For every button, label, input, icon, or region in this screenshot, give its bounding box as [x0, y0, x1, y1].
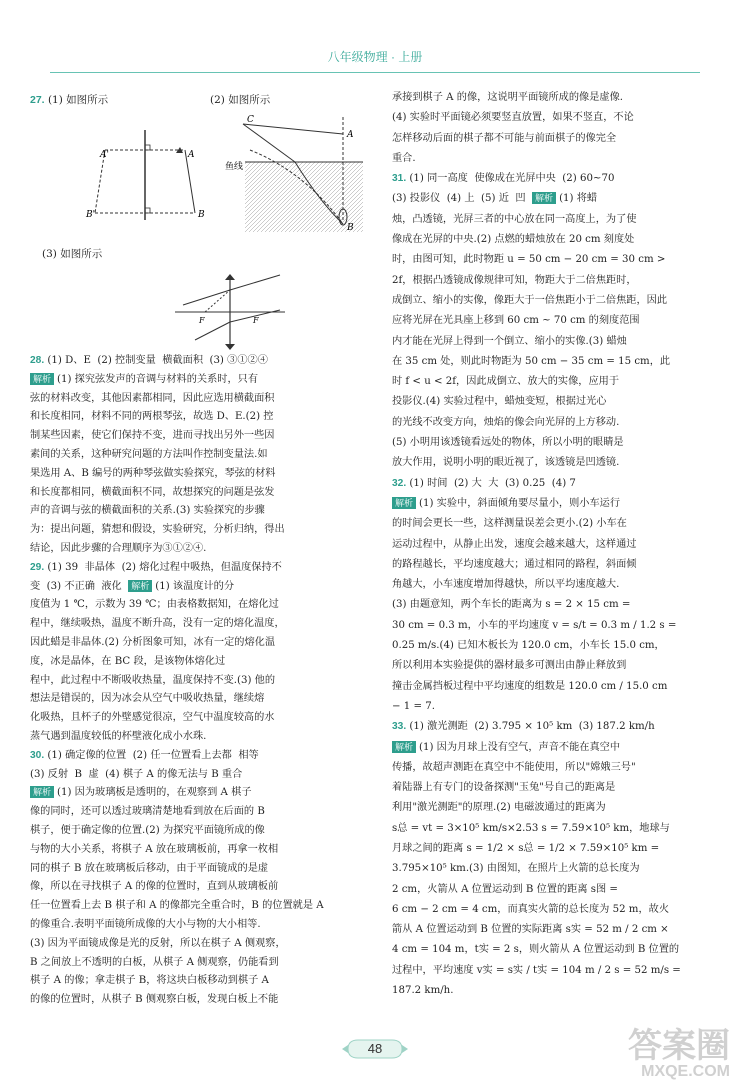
text-line	[392, 88, 727, 108]
line-text: 和长度相同，材料不同的两根琴弦，故选 D、E.(2) 控	[30, 411, 274, 423]
line-text: 与物的大小关系，将棋子 A 放在玻璃板前，再拿一枚相	[30, 843, 279, 855]
line-text: 187.2 km/h.	[392, 985, 454, 997]
text-line	[30, 653, 366, 672]
text-line	[392, 859, 727, 879]
question-number: 32.	[392, 477, 407, 489]
text-line	[392, 311, 727, 331]
line-text: 0.25 m/s.(4) 已知木板长为 120.0 cm，小车长 15.0 cm，	[392, 640, 665, 652]
text-line	[30, 521, 366, 540]
q27-fig2-label-fishline: 鱼线	[225, 162, 244, 172]
text-line	[392, 758, 727, 778]
question-number: 33.	[392, 721, 407, 733]
q27-figure1-mirror	[70, 125, 220, 230]
line-text: 和长度都相同，横截面积不同，故想探究的问题是弦发	[30, 486, 275, 498]
text-line	[392, 514, 727, 534]
q27-fig1-label-b-prime: B'	[86, 210, 96, 220]
text-line	[30, 954, 366, 973]
text-line	[392, 900, 727, 920]
right-column	[392, 88, 727, 1001]
line-text: 因此蜡是非晶体.(2) 分析图象可知，冰有一定的熔化温	[30, 636, 276, 648]
line-text: 果选用 A、B 编号的两种琴弦做实验探究，琴弦的材料	[30, 467, 276, 479]
text-line	[392, 129, 727, 149]
text-line	[30, 446, 366, 465]
line-text: (5) 小明用该透镜看远处的物体，所以小明的眼睛是	[392, 437, 624, 449]
line-text: 素间的关系，这种研究问题的方法叫作控制变量法.如	[30, 448, 268, 460]
text-line	[30, 709, 366, 728]
line-text: 撞击金属挡板过程中平均速度的组数是 120.0 cm / 15.0 cm	[392, 680, 668, 692]
line-text: 着陆器上有专门的设备探测"玉兔"号自己的距离是	[392, 782, 616, 794]
q27-fig3-label-f-right: F	[253, 316, 259, 325]
line-text: 内才能在光屏上得到一个倒立、缩小的实像.(3) 蜡烛	[392, 335, 627, 347]
left-column	[30, 352, 366, 1010]
text-line	[392, 595, 727, 615]
line-text: (3) 因为平面镜成像是光的反射，所以在棋子 A 侧观察，	[30, 937, 286, 949]
line-text: (4) 实验时平面镜必须要竖直放置，如果不竖直，不论	[392, 112, 634, 124]
text-line	[392, 717, 727, 737]
text-line	[30, 596, 366, 615]
line-text: 程中，继续吸热，温度不断升高，没有一定的熔化温度，	[30, 618, 285, 630]
text-line	[30, 427, 366, 446]
text-line	[392, 474, 727, 494]
line-text: 变 (3) 不正确 液化	[30, 580, 129, 592]
line-text: 棋子，便于确定像的位置.(2) 为探究平面镜所成的像	[30, 824, 265, 836]
q27-figure3-lens	[175, 270, 285, 350]
line-text: 2 cm，火箭从 A 位置运动到 B 位置的距离 s图 =	[392, 883, 618, 895]
line-text: (1) 同一高度 使像成在光屏中央 (2) 60~70	[409, 173, 615, 185]
text-line	[392, 656, 727, 676]
line-text: (1) 实验中，斜面倾角要尽量小，则小车运行	[419, 497, 621, 509]
text-line	[392, 738, 727, 758]
text-line	[30, 784, 366, 803]
line-text: B 之间放上不透明的白板，从棋子 A 侧观察，仍能看到	[30, 956, 279, 968]
text-line	[392, 819, 727, 839]
text-line	[392, 392, 727, 412]
text-line	[392, 636, 727, 656]
text-line	[30, 972, 366, 991]
watermark	[628, 1028, 730, 1080]
question-number: 31.	[392, 173, 407, 185]
line-text: 4 cm = 104 m，t实 = 2 s，则火箭从 A 位置运动到 B 位置的	[392, 944, 680, 956]
line-text: (3) 投影仪 (4) 上 (5) 近 凹	[392, 193, 533, 205]
text-line	[392, 230, 727, 250]
line-text: 的像重合.表明平面镜所成像的大小与物的大小相等.	[30, 918, 261, 930]
q27-fig2-label-b: B	[347, 223, 354, 233]
line-text: (1) 因为玻璃板是透明的，在观察到 A 棋子	[57, 787, 252, 799]
text-line	[392, 149, 727, 169]
line-text: 利用"激光测距"的原理.(2) 电磁波通过的距离为	[392, 802, 606, 814]
text-line	[30, 766, 366, 785]
text-line	[392, 494, 727, 514]
analysis-tag: 解析	[128, 580, 152, 592]
line-text: 投影仪.(4) 实验过程中，蜡烛变短，根据过光心	[392, 396, 607, 408]
text-line	[30, 803, 366, 822]
text-line	[30, 540, 366, 559]
line-text: 重合.	[392, 152, 416, 164]
line-text: 月球之间的距离 s = 1/2 × s总 = 1/2 × 7.59×10⁵ km =	[392, 842, 660, 854]
text-line	[392, 535, 727, 555]
line-text: 应将光屏在光具座上移到 60 cm ~ 70 cm 的刻度范围	[392, 315, 640, 327]
text-line	[30, 935, 366, 954]
analysis-tag: 解析	[30, 373, 54, 385]
q27-fig1-label-a-prime: A'	[100, 150, 109, 160]
text-line	[392, 291, 727, 311]
line-text: 2f，根据凸透镜成像规律可知，物距大于二倍焦距时，	[392, 274, 637, 286]
line-text: (3) 反射 B 虚 (4) 棋子 A 的像无法与 B 重合	[30, 768, 243, 780]
text-line	[392, 961, 727, 981]
line-text: 任一位置看上去 B 棋子和 A 的像都完全重合时，B 的位置就是 A	[30, 900, 324, 912]
header-divider	[50, 72, 700, 73]
line-text: 6 cm − 2 cm = 4 cm，而真实火箭的总长度为 52 m，故火	[392, 903, 670, 915]
q27-fig2-label-c: C	[247, 115, 254, 125]
text-line	[392, 880, 727, 900]
line-text: (1) 因为月球上没有空气，声音不能在真空中	[419, 741, 621, 753]
line-text: (1) 探究弦发声的音调与材料的关系时，只有	[57, 373, 259, 385]
line-text: 传播，故超声测距在真空中不能使用，所以"嫦娥三号"	[392, 761, 636, 773]
line-text: 3.795×10⁵ km.(3) 由图知，在照片上火箭的总长度为	[392, 863, 640, 875]
line-text: − 1 = 7.	[392, 700, 435, 712]
text-line	[392, 697, 727, 717]
question-number: 28.	[30, 355, 45, 366]
text-line	[30, 371, 366, 390]
text-line	[30, 484, 366, 503]
text-line	[30, 690, 366, 709]
text-line	[392, 778, 727, 798]
analysis-tag: 解析	[30, 786, 54, 798]
text-line	[30, 728, 366, 747]
text-line	[392, 677, 727, 697]
page-number: 48	[367, 1041, 383, 1056]
text-line	[30, 672, 366, 691]
line-text: 角越大，小车速度增加得越快，所以平均速度越大.	[392, 579, 620, 591]
text-line	[30, 916, 366, 935]
text-line	[30, 634, 366, 653]
line-text: s总 = vt = 3×10⁵ km/s×2.53 s = 7.59×10⁵ km，地球与	[392, 822, 670, 834]
text-line	[30, 390, 366, 409]
text-line	[392, 372, 727, 392]
q27-figure2-refraction	[225, 112, 365, 237]
line-text: 蒸气遇到温度较低的杯壁液化成小水珠.	[30, 730, 207, 742]
text-line	[392, 940, 727, 960]
text-line	[392, 616, 727, 636]
line-text: 在 35 cm 处，则此时物距为 50 cm − 35 cm = 15 cm，此	[392, 355, 671, 367]
question-number: 30.	[30, 749, 45, 761]
line-text: 度，冰是晶体，在 BC 段，是该物体熔化过	[30, 655, 226, 667]
line-text: (1) 该温度计的分	[155, 580, 235, 592]
text-line	[392, 250, 727, 270]
line-text: 时，由图可知，此时物距 u = 50 cm − 20 cm = 30 cm >	[392, 254, 666, 266]
text-line	[30, 878, 366, 897]
text-line	[30, 991, 366, 1010]
line-text: 的像的位置时，从棋子 B 侧观察白板，发现白板上不能	[30, 994, 279, 1006]
q27-fig2-label-a: A	[347, 130, 354, 140]
line-text: (1) 时间 (2) 大 大 (3) 0.25 (4) 7	[409, 477, 576, 489]
line-text: 为：提出问题，猜想和假设，实验研究，分析归纳，得出	[30, 524, 285, 536]
text-line	[392, 920, 727, 940]
q27-part2: (2) 如图所示	[210, 94, 271, 106]
text-line	[30, 822, 366, 841]
watermark-line1: 答案圈	[628, 1027, 730, 1065]
line-text: 像成在光屏的中央.(2) 点燃的蜡烛放在 20 cm 刻度处	[392, 234, 635, 246]
text-line	[392, 332, 727, 352]
line-text: 声的音调与弦的横截面积的关系.(3) 实验探究的步骤	[30, 505, 265, 517]
line-text: 同的棋子 B 放在玻璃板后移动，由于平面镜成的是虚	[30, 862, 269, 874]
text-line	[392, 108, 727, 128]
text-line	[392, 433, 727, 453]
q27-part1: (1) 如图所示	[47, 94, 109, 106]
line-text: 成倒立、缩小的实像，像距大于一倍焦距小于二倍焦距，因此	[392, 294, 668, 306]
text-line	[392, 352, 727, 372]
line-text: 化吸热，且杯子的外壁感觉很凉，空气中温度较高的水	[30, 712, 275, 724]
line-text: 运动过程中，从静止出发，速度会越来越大，这样通过	[392, 538, 637, 550]
line-text: 烛，凸透镜，光屏三者的中心放在同一高度上，为了使	[392, 213, 637, 225]
q27-number: 27.	[30, 94, 45, 106]
text-line	[392, 798, 727, 818]
line-text: 的时间会更长一些，这样测量误差会更小.(2) 小车在	[392, 518, 627, 530]
line-text: 棋子 A 的像；拿走棋子 B，将这块白板移动到棋子 A	[30, 975, 269, 987]
line-text: (1) 激光测距 (2) 3.795 × 10⁵ km (3) 187.2 km/h	[409, 721, 655, 733]
line-text: (1) 确定像的位置 (2) 任一位置看上去都 相等	[47, 749, 259, 761]
line-text: (1) 将蜡	[559, 193, 598, 205]
line-text: 程中，此过程中不断吸收热量，温度保持不变.(3) 他的	[30, 674, 276, 686]
text-line	[30, 897, 366, 916]
text-line	[392, 169, 727, 189]
text-line	[392, 210, 727, 230]
analysis-tag: 解析	[392, 497, 416, 509]
text-line	[30, 615, 366, 634]
text-line	[30, 408, 366, 427]
line-text: 的光线不改变方向，烛焰的像会向光屏的上方移动.	[392, 416, 620, 428]
text-line	[392, 981, 727, 1001]
text-line	[30, 578, 366, 597]
text-line	[392, 189, 727, 209]
page-header: 八年级物理 · 上册	[327, 50, 423, 64]
watermark-line2: MXQE.COM	[641, 1063, 730, 1080]
line-text: 度值为 1 ℃，示数为 39 ℃；由表格数据知，在熔化过	[30, 599, 279, 611]
text-line	[392, 555, 727, 575]
line-text: 过程中，平均速度 v实 = s实 / t实 = 104 m / 2 s = 52 m/s =	[392, 964, 681, 976]
line-text: 放大作用，说明小明的眼近视了，该透镜是凹透镜.	[392, 457, 620, 469]
text-line	[392, 575, 727, 595]
line-text: 怎样移动后面的棋子都不可能与前面棋子的像完全	[392, 132, 617, 144]
line-text: 30 cm = 0.3 m，小车的平均速度 v = s/t = 0.3 m / 1.2 s =	[392, 619, 677, 631]
text-line	[30, 841, 366, 860]
line-text: 制某些因素，使它们保持不变，进而寻找出另外一些因	[30, 430, 275, 442]
line-text: (1) 39 非晶体 (2) 熔化过程中吸热，但温度保持不	[47, 561, 282, 573]
analysis-tag: 解析	[532, 192, 556, 204]
text-line	[392, 413, 727, 433]
line-text: 想法是错误的，因为冰会从空气中吸收热量，继续熔	[30, 693, 265, 705]
text-line	[392, 271, 727, 291]
q27-fig3-label-f-left: F	[199, 316, 205, 325]
q27-fig1-label-b: B	[198, 210, 205, 220]
line-text: 时 f < u < 2f，因此成倒立、放大的实像，应用于	[392, 376, 620, 388]
line-text: 承接到棋子 A 的像，这说明平面镜所成的像是虚像.	[392, 92, 624, 103]
text-line	[30, 860, 366, 879]
text-line	[30, 465, 366, 484]
q27-part3: (3) 如图所示	[42, 248, 103, 260]
line-text: 结论，因此步骤的合理顺序为③①②④.	[30, 542, 207, 554]
question-number: 29.	[30, 561, 45, 573]
q27-fig1-label-a: A	[188, 150, 195, 160]
line-text: 的路程越长，平均速度越大；通过相同的路程，斜面倾	[392, 558, 637, 570]
line-text: (3) 由题意知，两个车长的距离为 s = 2 × 15 cm =	[392, 599, 631, 611]
line-text: (1) D、E (2) 控制变量 横截面积 (3) ③①②④	[47, 355, 268, 366]
line-text: 弦的材料改变，其他因素都相同，因此应选用横截面积	[30, 392, 275, 404]
text-line	[30, 502, 366, 521]
line-text: 箭从 A 位置运动到 B 位置的实际距离 s实 = 52 m / 2 cm ×	[392, 924, 669, 936]
text-line	[392, 839, 727, 859]
line-text: 像的同时，还可以透过玻璃清楚地看到放在后面的 B	[30, 806, 265, 818]
line-text: 所以利用本实验提供的器材最多可测出由静止释放到	[392, 660, 627, 672]
analysis-tag: 解析	[392, 741, 416, 753]
text-line	[30, 747, 366, 766]
text-line	[30, 559, 366, 578]
text-line	[30, 352, 366, 371]
line-text: 像，所以在寻找棋子 A 的像的位置时，直到从玻璃板前	[30, 881, 279, 893]
text-line	[392, 453, 727, 473]
